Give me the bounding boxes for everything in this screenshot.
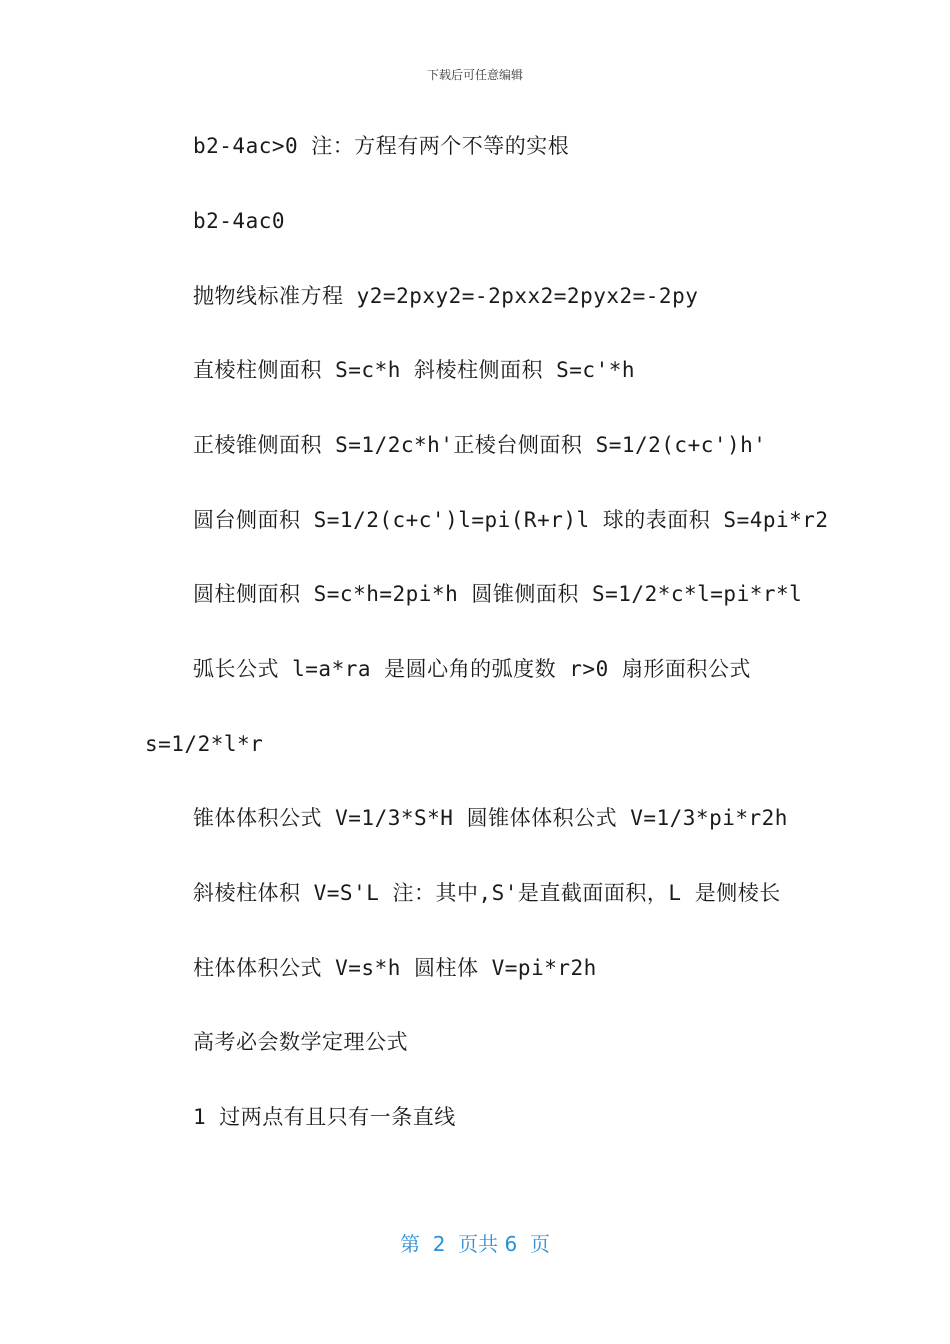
text-line-8: 弧长公式 l=a*ra 是圆心角的弧度数 r>0 扇形面积公式 bbox=[193, 657, 751, 681]
text-line-12: 柱体体积公式 V=s*h 圆柱体 V=pi*r2h bbox=[193, 956, 597, 980]
text-line-1: b2-4ac>0 注：方程有两个不等的实根 bbox=[193, 134, 570, 158]
text-line-9: s=1/2*l*r bbox=[145, 732, 264, 756]
text-line-3: 抛物线标准方程 y2=2pxy2=-2pxx2=2pyx2=-2py bbox=[193, 284, 699, 308]
text-line-14: 1 过两点有且只有一条直线 bbox=[193, 1105, 456, 1129]
text-line-7: 圆柱侧面积 S=c*h=2pi*h 圆锥侧面积 S=1/2*c*l=pi*r*l bbox=[193, 582, 803, 606]
text-line-13: 高考必会数学定理公式 bbox=[193, 1030, 408, 1054]
text-line-6: 圆台侧面积 S=1/2(c+c')l=pi(R+r)l 球的表面积 S=4pi*r2 bbox=[193, 508, 829, 532]
page-header: 下载后可任意编辑 bbox=[426, 68, 523, 82]
text-line-5: 正棱锥侧面积 S=1/2c*h'正棱台侧面积 S=1/2(c+c')h' bbox=[193, 433, 767, 457]
text-line-4: 直棱柱侧面积 S=c*h 斜棱柱侧面积 S=c'*h bbox=[193, 358, 636, 382]
text-line-2: b2-4ac0 bbox=[193, 209, 286, 233]
page-number-footer: 第 2 页共 6 页 bbox=[400, 1232, 550, 1256]
text-line-10: 锥体体积公式 V=1/3*S*H 圆锥体体积公式 V=1/3*pi*r2h bbox=[193, 806, 788, 830]
text-line-11: 斜棱柱体积 V=S'L 注：其中,S'是直截面面积，L 是侧棱长 bbox=[193, 881, 781, 905]
